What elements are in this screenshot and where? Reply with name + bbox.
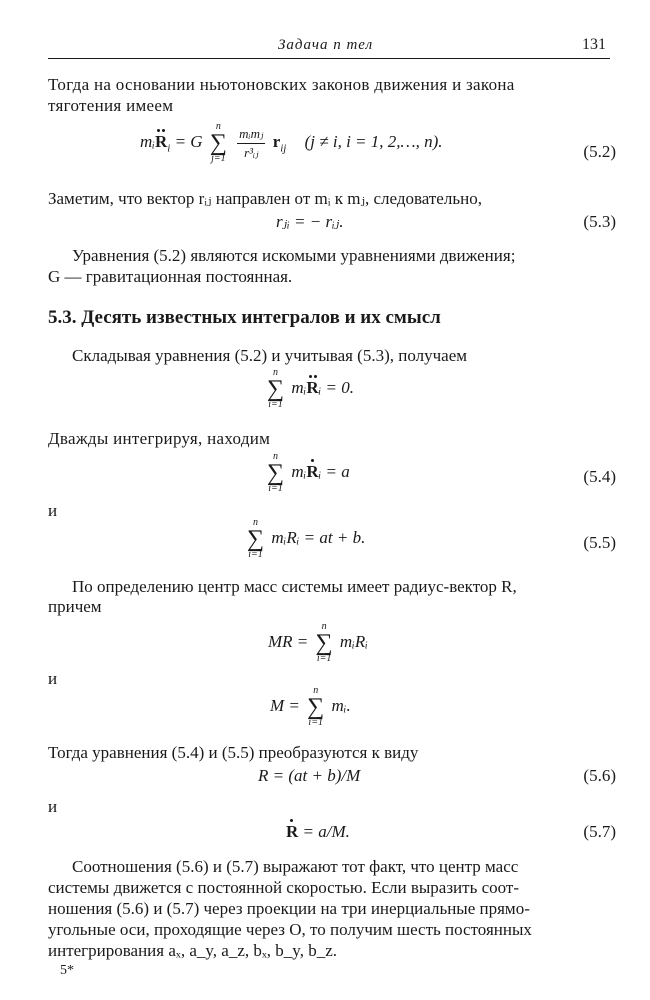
sum-lower: i=1 bbox=[316, 653, 332, 664]
sum-symbol: n ∑ i=1 bbox=[307, 685, 325, 728]
paragraph-line: Уравнения (5.2) являются искомыми уравнениями движения; bbox=[72, 246, 516, 265]
sum-upper: n bbox=[273, 367, 279, 378]
paragraph-line: G — гравитационная постоянная. bbox=[48, 267, 293, 286]
eq-vector-r: R bbox=[306, 377, 319, 397]
paragraph-line: интегрирования aₓ, a_y, a_z, bₓ, b_y, b_z. bbox=[48, 941, 337, 960]
eq-body: = a/M. bbox=[298, 822, 350, 841]
paragraph-line: Тогда на основании ньютоновских законов движения и закона bbox=[48, 75, 515, 94]
equation-5-2 bbox=[140, 122, 443, 164]
signature-mark: 5* bbox=[60, 963, 74, 978]
eq-lhs: mᵢ bbox=[140, 131, 155, 151]
equation-5-6: R = (at + b)/M bbox=[258, 766, 361, 785]
sum-symbol: n ∑ i=1 bbox=[247, 517, 265, 560]
paragraph-line: Заметим, что вектор rᵢⱼ направлен от mᵢ к mⱼ, следовательно, bbox=[48, 189, 482, 208]
eq-equals-g: = G bbox=[174, 131, 203, 151]
eq-vector-r: R bbox=[306, 461, 319, 481]
eq-vector-r-ij: r bbox=[272, 131, 281, 151]
eq-sub: ij bbox=[280, 142, 287, 155]
paragraph-line: По определению центр масс системы имеет радиус-вектор R, bbox=[72, 577, 517, 596]
eq-body: mᵢ bbox=[291, 377, 307, 397]
eq-tail: ᵢ = 0. bbox=[318, 377, 355, 397]
equation-5-7 bbox=[286, 822, 350, 842]
page-number: 131 bbox=[582, 36, 606, 53]
eq-sub: i bbox=[167, 142, 171, 155]
eq-rhs: mᵢ. bbox=[331, 695, 351, 715]
sum-lower: i=1 bbox=[308, 717, 323, 728]
eq-lhs: M = bbox=[270, 695, 305, 715]
running-head: Задача n тел bbox=[278, 37, 374, 53]
paragraph-line: угольные оси, проходящие через O, то получим шесть постоянных bbox=[48, 920, 532, 939]
eq-tail: ᵢ = a bbox=[318, 461, 350, 481]
fraction-denominator: r³ᵢⱼ bbox=[244, 144, 259, 160]
paragraph-line: тяготения имеем bbox=[48, 96, 174, 115]
paragraph-line: Дважды интегрируя, находим bbox=[48, 429, 271, 448]
eq-lhs: MR = bbox=[268, 631, 313, 651]
sum-lower: i=1 bbox=[248, 549, 263, 560]
sum-lower: i=1 bbox=[268, 399, 283, 410]
equation-number: (5.5) bbox=[583, 533, 616, 552]
equation-sum-zero bbox=[264, 368, 354, 410]
sum-symbol: n ∑ j=1 bbox=[209, 121, 227, 164]
sum-upper: n bbox=[321, 621, 327, 632]
sum-upper: n bbox=[273, 451, 279, 462]
page-header bbox=[48, 34, 610, 59]
eq-vector-r: R bbox=[286, 822, 299, 841]
equation-number: (5.4) bbox=[583, 467, 616, 486]
sum-symbol: n ∑ i=1 bbox=[315, 621, 333, 664]
equation-number: (5.2) bbox=[583, 142, 616, 161]
sum-lower: i=1 bbox=[268, 483, 283, 494]
equation-number: (5.6) bbox=[583, 766, 616, 785]
equation-total-mass bbox=[270, 686, 351, 728]
paragraph-line: ношения (5.6) и (5.7) через проекции на три инерциальные прямо- bbox=[48, 899, 530, 918]
section-title: 5.3. Десять известных интегралов и их смысл bbox=[48, 307, 441, 328]
paragraph-line: системы движется с постоянной скоростью. Если выразить соот- bbox=[48, 878, 519, 897]
eq-body: mᵢ bbox=[291, 461, 307, 481]
equation-number: (5.7) bbox=[583, 822, 616, 841]
eq-body: mᵢRᵢ = at + b. bbox=[271, 527, 366, 547]
sum-upper: n bbox=[313, 685, 319, 696]
sum-upper: n bbox=[253, 517, 259, 528]
paragraph-line: причем bbox=[48, 597, 102, 616]
fraction bbox=[237, 126, 265, 161]
eq-rhs: mᵢRᵢ bbox=[339, 631, 368, 651]
equation-number: (5.3) bbox=[583, 212, 616, 231]
equation-center-of-mass bbox=[268, 622, 368, 664]
paragraph-line: Соотношения (5.6) и (5.7) выражают тот факт, что центр масс bbox=[72, 857, 519, 876]
equation-5-4 bbox=[264, 452, 350, 494]
eq-condition: (j ≠ i, i = 1, 2,…, n). bbox=[304, 131, 443, 151]
sum-upper: n bbox=[215, 121, 221, 132]
sum-symbol: n ∑ i=1 bbox=[267, 367, 285, 410]
conjunction: и bbox=[48, 797, 58, 816]
sum-lower: j=1 bbox=[211, 153, 226, 164]
equation-5-5 bbox=[244, 518, 365, 560]
eq-vector-r: R bbox=[154, 131, 168, 151]
paragraph-line: Складывая уравнения (5.2) и учитывая (5.3), получаем bbox=[72, 346, 468, 365]
equation-5-3: rⱼᵢ = − rᵢⱼ. bbox=[276, 212, 344, 231]
conjunction: и bbox=[48, 669, 58, 688]
fraction-numerator: mᵢmⱼ bbox=[237, 126, 265, 144]
sum-symbol: n ∑ i=1 bbox=[267, 451, 285, 494]
paragraph-line: Тогда уравнения (5.4) и (5.5) преобразуются к виду bbox=[48, 743, 419, 762]
conjunction: и bbox=[48, 501, 58, 520]
